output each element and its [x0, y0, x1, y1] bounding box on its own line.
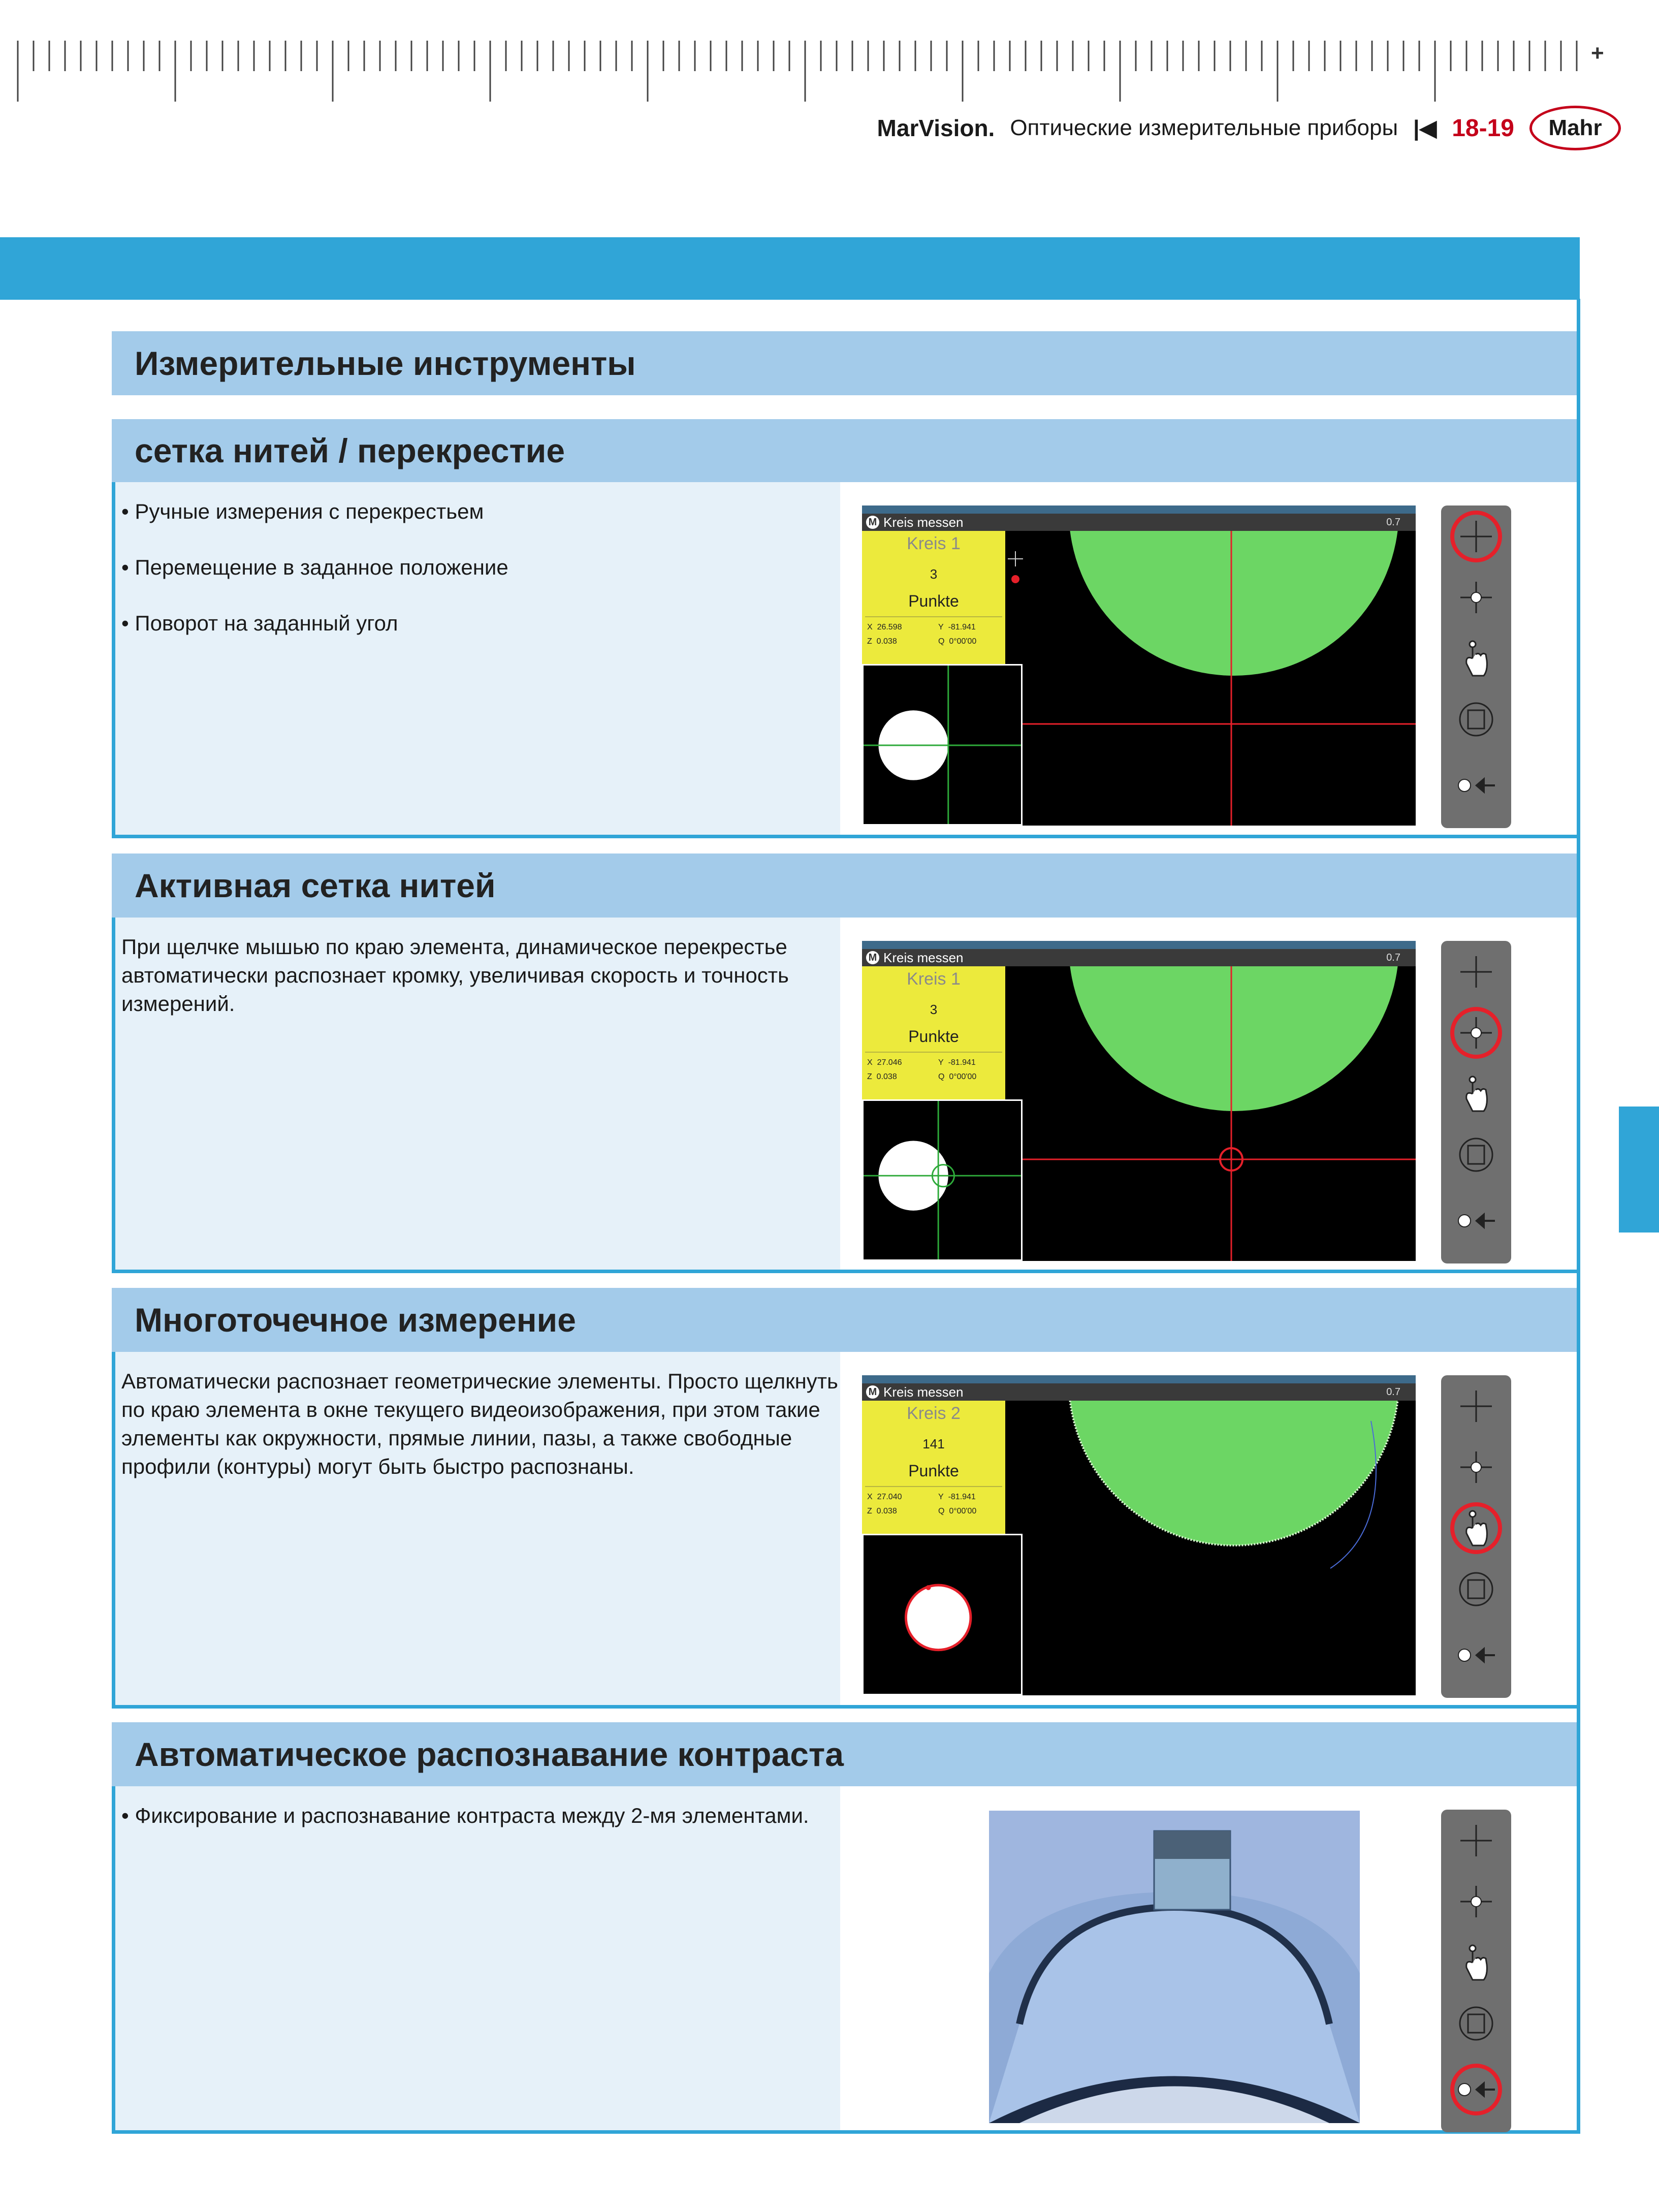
hand-pointer-icon: [1458, 1073, 1494, 1114]
coordinate-readout: X 27.046 Y -81.941 Z 0.038 Q 0°00'00: [867, 1058, 977, 1081]
active-crosshair-icon: [1458, 1884, 1494, 1919]
video-thumbnail: [862, 664, 1023, 826]
active-crosshair-tool-button[interactable]: [1450, 1007, 1502, 1059]
tool-palette-1: [1441, 505, 1511, 828]
software-screenshot-1: [862, 505, 1416, 826]
bullet-item: • Перемещение в заданное положение: [121, 553, 848, 582]
crosshair-icon: [1458, 519, 1494, 554]
tool-palette-2: [1441, 941, 1511, 1263]
section-1-panel: [112, 482, 1577, 838]
section-3-text: Автоматически распознает геометрические элементы. Просто щелкнуть по краю элемента в окне текущего видеоизображения, при этом такие элементы как окружности, прямые линии, пазы, а также свободные профили (контуры) могут быть быстро распознаны.: [121, 1369, 838, 1478]
multipoint-tool-button[interactable]: [1450, 1937, 1502, 1988]
caliper-tool-button[interactable]: [1450, 1998, 1502, 2049]
active-crosshair-icon: [1458, 1449, 1494, 1485]
frame-right-border: [1577, 299, 1580, 2134]
section-2-panel: [112, 918, 1577, 1273]
crosshair-tool-button[interactable]: [1450, 511, 1502, 562]
video-thumbnail: [862, 1099, 1023, 1261]
section-4-title: Автоматическое распознавание контраста: [135, 1735, 844, 1773]
active-crosshair-icon: [1458, 580, 1494, 615]
zoom-readout: 0.7: [1386, 517, 1400, 528]
multipoint-tool-button[interactable]: [1450, 1502, 1502, 1554]
brand-name: MarVision.: [877, 115, 995, 141]
multipoint-tool-button[interactable]: [1450, 1068, 1502, 1120]
active-crosshair-tool-button[interactable]: [1450, 1441, 1502, 1493]
contrast-tool-button[interactable]: [1450, 1629, 1502, 1681]
crosshair-icon: [1458, 954, 1494, 990]
contrast-tool-button[interactable]: [1450, 760, 1502, 811]
bullet-item: • Поворот на заданный угол: [121, 609, 848, 638]
software-toolbar: M Kreis messen 0.7: [862, 949, 1416, 966]
caliper-icon: [1457, 700, 1495, 739]
bullet-item: • Фиксирование и распознавание контраста между 2-мя элементами.: [121, 1802, 848, 1830]
coordinate-readout: X 26.598 Y -81.941 Z 0.038 Q 0°00'00: [867, 623, 977, 646]
crosshair-tool-button[interactable]: [1450, 1815, 1502, 1867]
video-thumbnail: [862, 1534, 1023, 1695]
caliper-tool-button[interactable]: [1450, 1129, 1502, 1181]
video-view: [1005, 966, 1416, 1261]
contrast-arrow-icon: [1453, 1640, 1499, 1670]
section-2-text: При щелчке мышью по краю элемента, динамическое перекрестье автоматически распознает кромку, увеличивая скорость и точность измерений.: [121, 935, 789, 1016]
crosshair-icon: [1458, 1388, 1494, 1424]
hand-pointer-icon: [1458, 1942, 1494, 1983]
contrast-tool-button[interactable]: [1450, 2064, 1502, 2115]
caliper-tool-button[interactable]: [1450, 693, 1502, 745]
coordinate-readout: X 27.040 Y -81.941 Z 0.038 Q 0°00'00: [867, 1493, 977, 1515]
page-header: [877, 108, 1621, 148]
mahr-logo: Mahr: [1529, 106, 1621, 150]
contrast-tool-button[interactable]: [1450, 1195, 1502, 1247]
software-toolbar: M Kreis messen 0.7: [862, 514, 1416, 531]
contrast-arrow-icon: [1453, 1206, 1499, 1236]
bullet-item: • Ручные измерения с перекрестьем: [121, 497, 848, 526]
active-crosshair-tool-button[interactable]: [1450, 1876, 1502, 1927]
contrast-microscope-image: [989, 1811, 1360, 2123]
software-screenshot-3: [862, 1375, 1416, 1695]
page-ruler: [0, 0, 1659, 107]
video-view: [1005, 1401, 1416, 1695]
crosshair-tool-button[interactable]: [1450, 1380, 1502, 1432]
contrast-arrow-icon: [1453, 2074, 1499, 2105]
page-numbers: 18-19: [1452, 114, 1514, 142]
mode-label: Kreis messen: [883, 515, 964, 530]
section-2-title: Активная сетка нитей: [135, 867, 496, 904]
caliper-icon: [1457, 1570, 1495, 1608]
section-1-title-band: [112, 419, 1577, 482]
video-view: [1005, 531, 1416, 826]
tool-palette-4: [1441, 1810, 1511, 2132]
section-3-title-band: [112, 1288, 1577, 1352]
section-3-title: Многоточечное измерение: [135, 1301, 576, 1339]
side-tab: [1619, 1107, 1659, 1233]
window-titlebar: [862, 505, 1416, 514]
caliper-tool-button[interactable]: [1450, 1563, 1502, 1615]
section-1-title: сетка нитей / перекрестие: [135, 432, 565, 469]
top-accent-bar: [0, 237, 1580, 300]
feature-name: Kreis 1: [907, 534, 961, 553]
section-2-title-band: [112, 854, 1577, 918]
page-arrow-icon: |◀: [1413, 115, 1437, 141]
measurement-panel: Kreis 2 141 Punkte X 27.040 Y -81.941 Z 0.038 Q 0°00'00: [862, 1401, 1005, 1558]
header-description: Оптические измерительные приборы: [1010, 115, 1398, 140]
active-crosshair-icon: [1458, 1015, 1494, 1051]
main-title: Измерительные инструменты: [135, 344, 636, 382]
point-unit: Punkte: [908, 592, 959, 610]
software-toolbar: M Kreis messen 0.7: [862, 1383, 1416, 1401]
point-count: 3: [930, 566, 938, 582]
section-4-text: [121, 1802, 848, 1857]
section-4-panel: [112, 1786, 1577, 2134]
multipoint-tool-button[interactable]: [1450, 633, 1502, 684]
measurement-panel: Kreis 1 3 Punkte X 27.046 Y -81.941 Z 0.038 Q 0°00'00: [862, 966, 1005, 1124]
hand-pointer-icon: [1458, 638, 1494, 679]
active-crosshair-tool-button[interactable]: [1450, 572, 1502, 623]
crosshair-tool-button[interactable]: [1450, 946, 1502, 998]
caliper-icon: [1457, 2004, 1495, 2043]
caliper-icon: [1457, 1135, 1495, 1174]
section-4-title-band: [112, 1722, 1577, 1786]
section-1-text: [121, 497, 848, 665]
software-screenshot-2: [862, 941, 1416, 1261]
crosshair-icon: [1458, 1823, 1494, 1858]
tool-palette-3: [1441, 1375, 1511, 1698]
contrast-arrow-icon: [1453, 770, 1499, 801]
hand-pointer-icon: [1458, 1508, 1494, 1549]
section-3-panel: [112, 1352, 1577, 1709]
register-mark: +: [1591, 41, 1604, 66]
main-title-band: [112, 331, 1577, 395]
